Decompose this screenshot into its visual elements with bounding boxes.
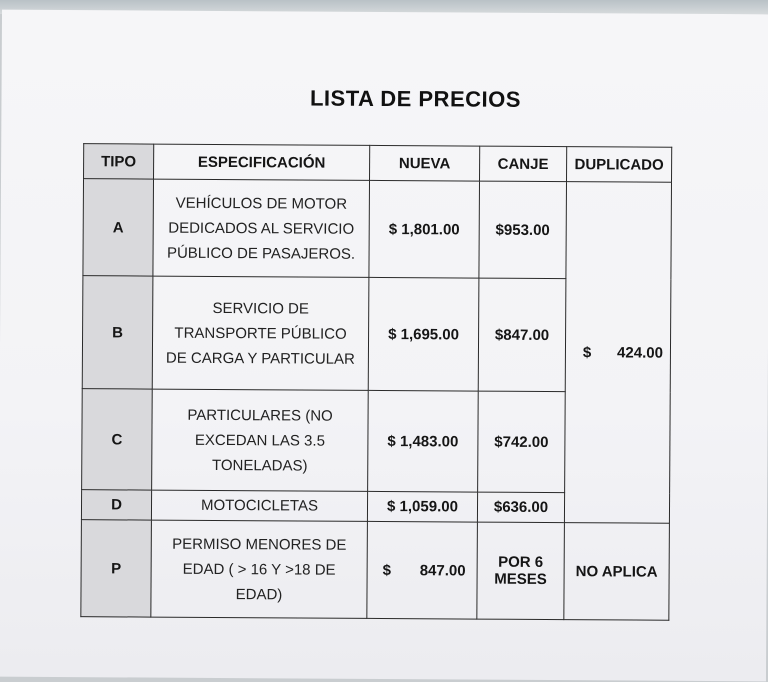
- header-tipo: TIPO: [84, 144, 154, 179]
- tipo-cell: D: [81, 490, 151, 520]
- canje-cell: $953.00: [479, 181, 567, 279]
- currency-symbol: $: [388, 325, 397, 343]
- header-duplicado: DUPLICADO: [567, 147, 672, 183]
- spec-cell: [153, 179, 370, 277]
- spec-line: EDAD): [235, 585, 283, 603]
- nueva-amount: 847.00: [419, 561, 466, 580]
- currency-symbol: $: [382, 561, 392, 579]
- spec-line: DE CARGA Y PARTICULAR: [165, 349, 355, 368]
- tipo-cell: P: [81, 520, 152, 617]
- header-nueva: NUEVA: [370, 145, 480, 181]
- canje-line: POR 6: [498, 553, 544, 571]
- tipo-cell: C: [82, 389, 153, 490]
- price-table: [80, 143, 672, 621]
- nueva-cell: [369, 180, 480, 278]
- currency-symbol: $: [388, 220, 398, 238]
- spec-line: VEHÍCULOS DE MOTOR: [175, 194, 348, 213]
- page-title: LISTA DE PRECIOS: [309, 85, 522, 112]
- header-canje: CANJE: [480, 146, 567, 182]
- spec-line: TRANSPORTE PÚBLICO: [174, 324, 347, 343]
- spec-cell: [152, 389, 369, 491]
- nueva-cell: [367, 491, 477, 522]
- canje-line: MESES: [494, 570, 547, 588]
- duplicado-shared-cell: [564, 182, 671, 524]
- spec-line: SERVICIO DE: [212, 299, 309, 318]
- canje-cell: $636.00: [477, 492, 564, 523]
- duplicado-amount: 424.00: [617, 343, 664, 362]
- spec-cell: [151, 520, 368, 618]
- spec-line: PERMISO MENORES DE: [172, 535, 347, 554]
- spec-line: TONELADAS): [211, 456, 308, 475]
- nueva-amount: 1,801.00: [401, 220, 460, 238]
- nueva-cell: [368, 277, 479, 391]
- spec-line: DEDICADOS AL SERVICIO: [168, 219, 355, 238]
- spec-cell: MOTOCICLETAS: [151, 490, 367, 521]
- nueva-amount: 1,059.00: [399, 498, 459, 516]
- duplicado-p-cell: NO APLICA: [564, 523, 670, 621]
- header-especificacion: ESPECIFICACIÓN: [154, 144, 370, 180]
- nueva-cell: [368, 390, 479, 492]
- price-list-document: [0, 10, 768, 682]
- currency-symbol: $: [582, 343, 592, 361]
- currency-symbol: $: [387, 498, 396, 516]
- nueva-amount: 1,695.00: [400, 325, 460, 343]
- spec-line: PARTICULARES (NO: [187, 406, 333, 425]
- spec-line: EDAD ( > 16 Y >18 DE: [182, 560, 336, 579]
- nueva-cell: [367, 521, 478, 619]
- canje-cell: [477, 522, 565, 620]
- tipo-cell: B: [82, 276, 153, 389]
- table-row-a: [83, 179, 672, 280]
- canje-cell: $742.00: [478, 391, 566, 493]
- spec-cell: [152, 276, 369, 390]
- header-row: [84, 144, 672, 183]
- currency-symbol: $: [387, 432, 396, 450]
- table-row-p: [81, 520, 670, 621]
- tipo-cell: A: [83, 179, 154, 276]
- canje-cell: $847.00: [478, 278, 566, 392]
- spec-line: PÚBLICO DE PASAJEROS.: [166, 244, 356, 263]
- spec-line: EXCEDAN LAS 3.5: [194, 431, 326, 450]
- nueva-amount: 1,483.00: [399, 432, 459, 450]
